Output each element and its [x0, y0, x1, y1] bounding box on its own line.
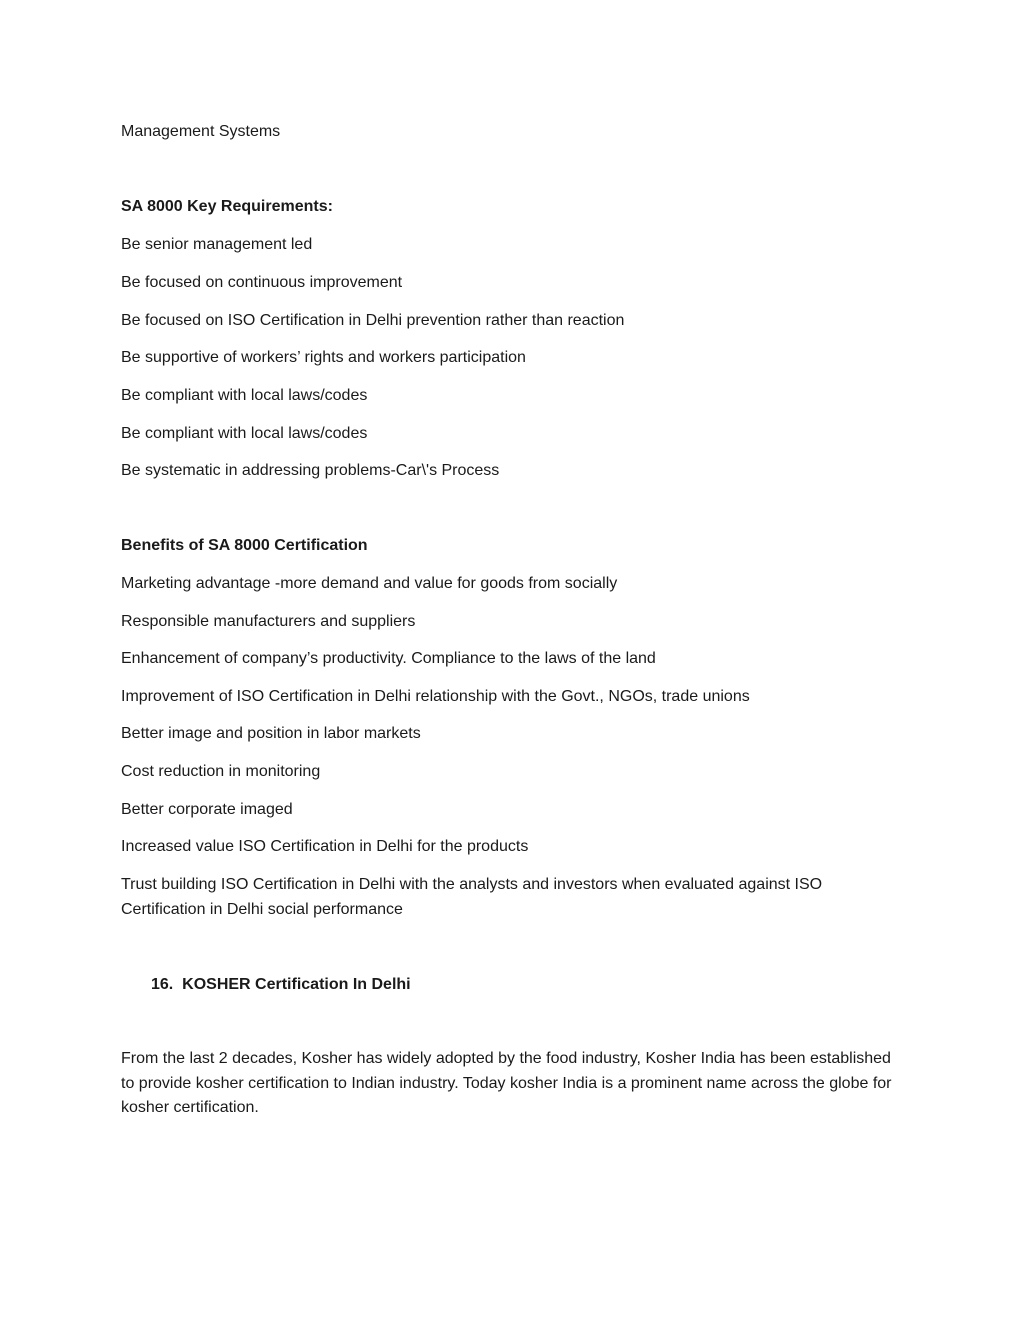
benefit-item: Trust building ISO Certification in Delhi with the analysts and investors when evaluated against ISO Certification in Delhi social performance: [121, 876, 823, 918]
requirement-item: Be compliant with local laws/codes: [121, 425, 368, 442]
section-heading: [151, 973, 411, 998]
requirement-item: Be systematic in addressing problems-Car\'s Process: [121, 462, 500, 479]
benefit-item: Cost reduction in monitoring: [121, 763, 321, 780]
section-title: KOSHER Certification In Delhi: [182, 976, 411, 993]
section-number: 16.: [151, 976, 174, 993]
benefit-item: Better image and position in labor markets: [121, 725, 421, 742]
intro-line: Management Systems: [121, 123, 281, 140]
requirement-item: Be focused on ISO Certification in Delhi prevention rather than reaction: [121, 312, 625, 329]
benefit-item: Better corporate imaged: [121, 801, 293, 818]
benefit-item: Marketing advantage -more demand and value for goods from socially: [121, 575, 618, 592]
requirement-item: Be supportive of workers’ rights and workers participation: [121, 349, 526, 366]
requirement-item: Be compliant with local laws/codes: [121, 387, 368, 404]
body-paragraph: From the last 2 decades, Kosher has widely adopted by the food industry, Kosher India has been established to provide kosher certification to Indian industry. Today kosher India is a prominent name across the globe for kosher certification.: [121, 1050, 892, 1116]
requirement-item: Be focused on continuous improvement: [121, 274, 403, 291]
benefit-item: Responsible manufacturers and suppliers: [121, 613, 416, 630]
benefit-item: Improvement of ISO Certification in Delhi relationship with the Govt., NGOs, trade unions: [121, 688, 750, 705]
requirement-item: Be senior management led: [121, 236, 313, 253]
benefit-item: Increased value ISO Certification in Delhi for the products: [121, 838, 529, 855]
requirements-heading: SA 8000 Key Requirements:: [121, 198, 333, 215]
benefits-heading: Benefits of SA 8000 Certification: [121, 537, 368, 554]
benefit-item: Enhancement of company’s productivity. Compliance to the laws of the land: [121, 650, 656, 667]
